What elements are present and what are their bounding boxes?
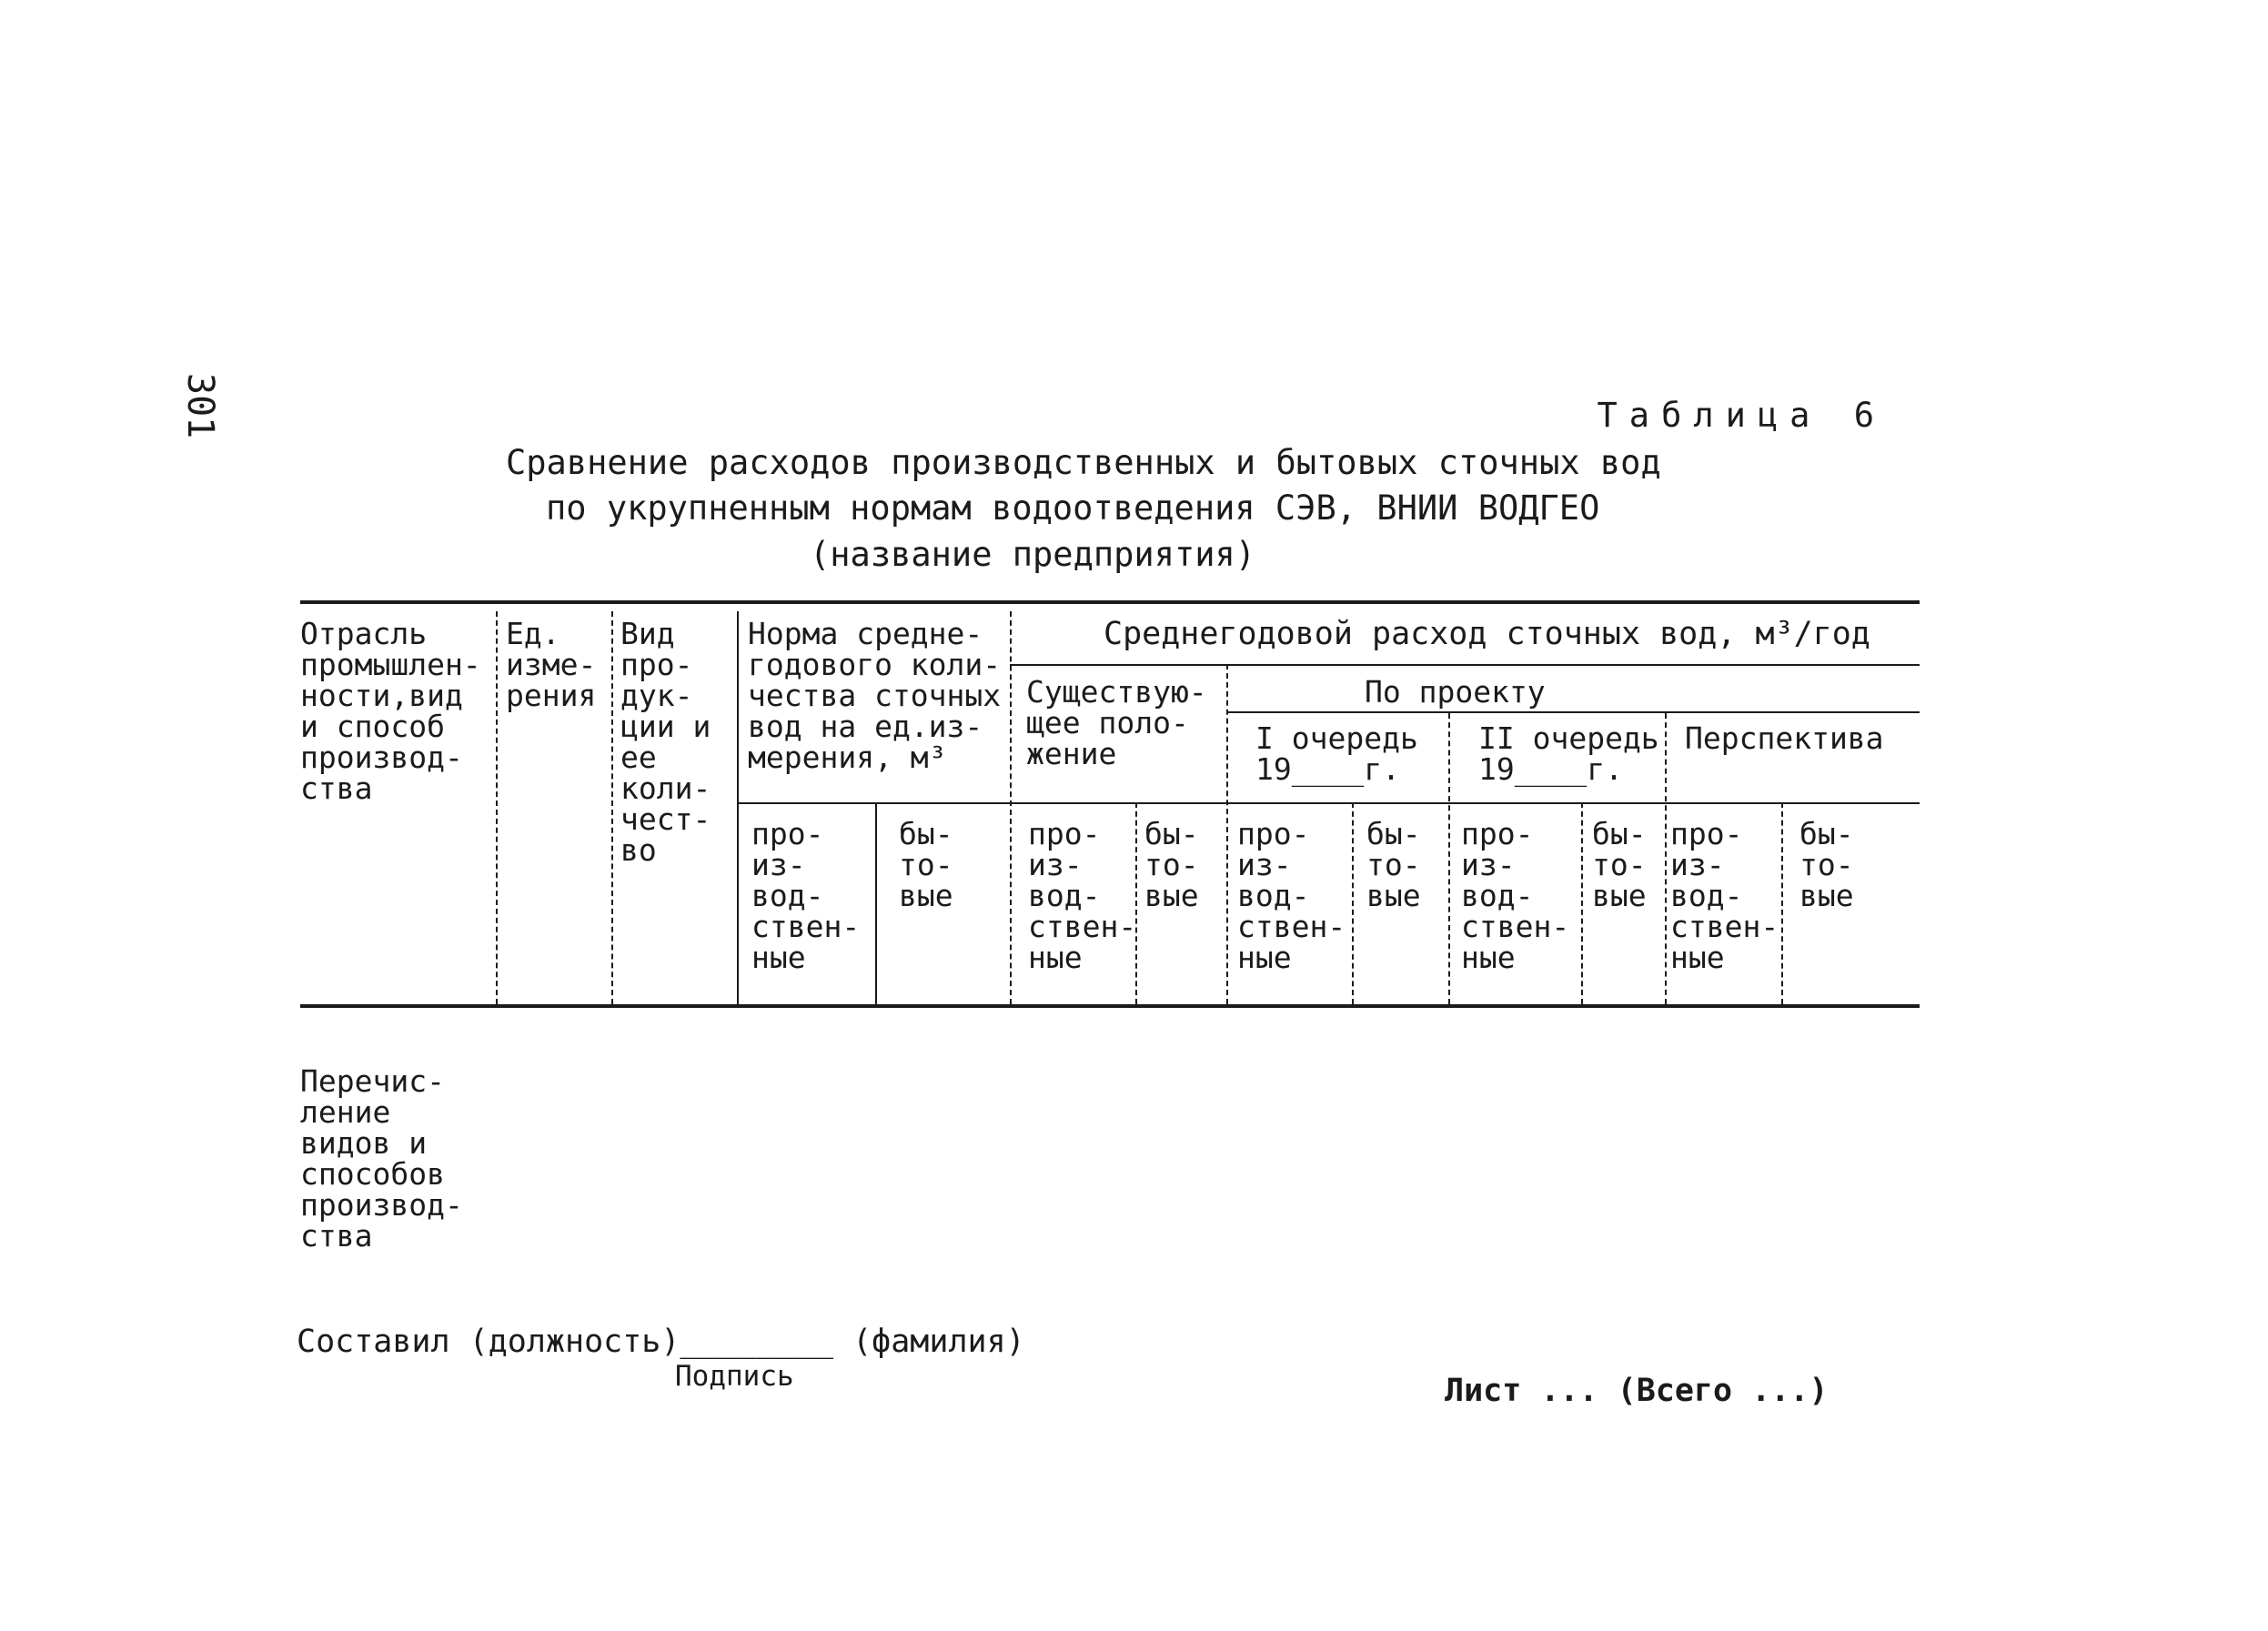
header-unit: Ед. изме- рения [506,616,597,713]
title-line-2: по укрупненным нормам водоотведения СЭВ, ВНИИ ВОДГЕО [546,488,1600,528]
sub-domestic-stage-1: бы- то- вые [1366,816,1421,913]
table-number: Таблица 6 [1597,396,1886,435]
compiled-by: Составил (должность)________ (фамилия) [297,1324,1025,1360]
rule-under-by-project [1228,711,1920,713]
col-divider-12 [1781,802,1783,1004]
sub-industrial-existing: про- из- вод- ствен- ные [1028,816,1137,975]
col-divider-2 [611,611,613,1004]
col-divider-8 [1352,802,1354,1004]
listing-label: Перечис- ление видов и способов производ- ства [300,1063,463,1253]
col-divider-10 [1581,802,1583,1004]
header-stage-2: II очередь 19____г. [1478,720,1659,787]
sub-industrial-norm: про- из- вод- ствен- ные [751,816,861,975]
header-product: Вид про- дук- ции и ее коли- чест- во [620,616,711,868]
sub-industrial-stage-2: про- из- вод- ствен- ные [1461,816,1570,975]
col-divider-7 [1226,664,1228,1004]
header-existing: Существую- щее поло- жение [1026,674,1207,771]
header-stage-1: I очередь 19____г. [1255,720,1418,787]
sub-domestic-stage-2: бы- то- вые [1592,816,1647,913]
col-divider-3 [737,611,739,1004]
rule-under-avg-flow [1010,664,1920,666]
header-perspective: Перспектива [1685,720,1884,756]
sub-domestic-existing: бы- то- вые [1144,816,1199,913]
col-divider-9 [1448,713,1450,1004]
title-line-3: (название предприятия) [810,535,1256,574]
header-by-project: По проекту [1365,674,1546,710]
table-bottom-rule [300,1004,1920,1008]
header-norm: Норма средне- годового коли- чества сточных вод на ед.из- мерения, м³ [748,616,1002,775]
signature-label: Подпись [675,1360,794,1393]
header-industry: Отрасль промышлен- ности,вид и способ производ- ства [300,616,481,806]
col-divider-4 [1010,611,1012,1004]
page-number: 301 [179,373,221,439]
rule-under-stages [737,802,1920,804]
sheet-info: Лист ... (Всего ...) [1445,1373,1829,1409]
header-avg-flow: Среднегодовой расход сточных вод, м³/год [1104,616,1870,652]
col-divider-1 [496,611,498,1004]
title-line-1: Сравнение расходов производственных и бытовых сточных вод [506,443,1661,482]
col-divider-5 [875,802,877,1004]
table-top-rule [300,600,1920,604]
col-divider-11 [1665,713,1667,1004]
sub-industrial-stage-1: про- из- вод- ствен- ные [1237,816,1346,975]
sub-domestic-perspective: бы- то- вые [1799,816,1854,913]
sub-industrial-perspective: про- из- вод- ствен- ные [1670,816,1779,975]
sub-domestic-norm: бы- то- вые [899,816,953,913]
